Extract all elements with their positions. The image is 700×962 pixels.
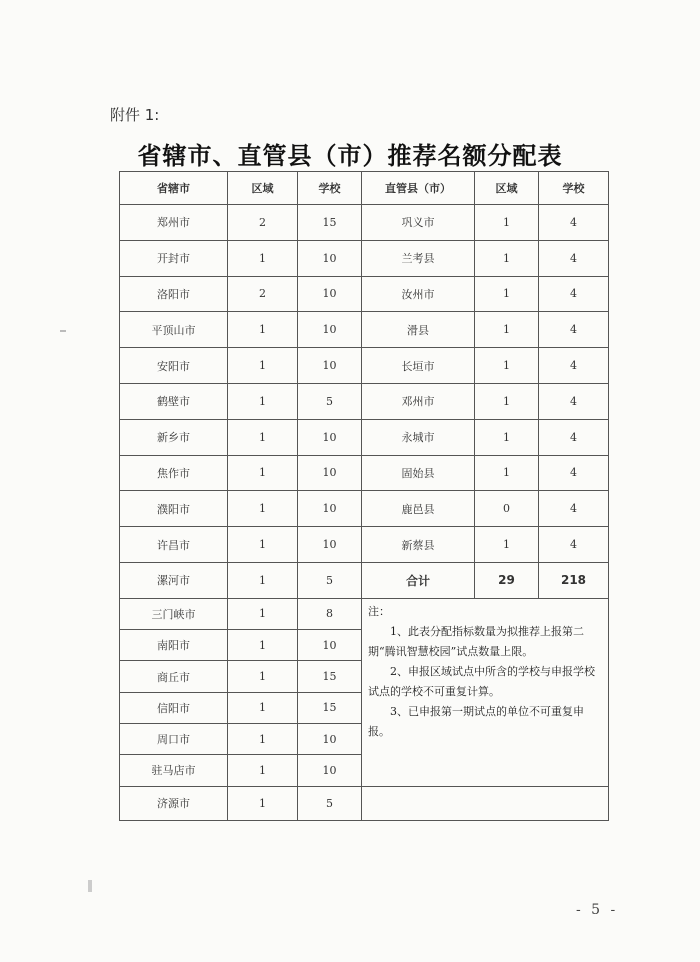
table-row xyxy=(120,312,609,348)
county-school: 4 xyxy=(539,527,609,563)
header-city: 省辖市 xyxy=(120,172,228,205)
city-region: 1 xyxy=(228,348,298,384)
city-region: 1 xyxy=(228,755,298,786)
header-school: 学校 xyxy=(298,172,362,205)
table-row xyxy=(120,562,609,598)
city-name: 洛阳市 xyxy=(120,276,228,312)
city-school: 15 xyxy=(298,692,362,723)
city-school: 15 xyxy=(298,205,362,241)
city-region: 2 xyxy=(228,205,298,241)
city-region: 1 xyxy=(228,455,298,491)
city-region: 1 xyxy=(228,240,298,276)
table-row xyxy=(120,348,609,384)
county-name: 长垣市 xyxy=(362,348,475,384)
county-school: 4 xyxy=(539,276,609,312)
city-school: 10 xyxy=(298,723,362,754)
city-school: 5 xyxy=(298,383,362,419)
notes-cell-end xyxy=(362,786,609,820)
city-name: 商丘市 xyxy=(120,661,228,692)
total-school: 218 xyxy=(539,562,609,598)
city-school: 10 xyxy=(298,348,362,384)
county-region: 1 xyxy=(475,383,539,419)
city-name: 焦作市 xyxy=(120,455,228,491)
table-header-row xyxy=(120,172,609,205)
city-name: 济源市 xyxy=(120,786,228,820)
table-row xyxy=(120,419,609,455)
page-title: 省辖市、直管县（市）推荐名额分配表 xyxy=(137,142,563,170)
city-name: 郑州市 xyxy=(120,205,228,241)
total-region: 29 xyxy=(475,562,539,598)
scan-mark xyxy=(60,330,66,332)
attachment-label: 附件 1: xyxy=(110,106,160,124)
city-school: 10 xyxy=(298,419,362,455)
county-school: 4 xyxy=(539,455,609,491)
county-school: 4 xyxy=(539,312,609,348)
county-school: 4 xyxy=(539,491,609,527)
city-name: 三门峡市 xyxy=(120,598,228,629)
city-region: 1 xyxy=(228,692,298,723)
city-school: 10 xyxy=(298,755,362,786)
city-region: 1 xyxy=(228,661,298,692)
city-region: 1 xyxy=(228,723,298,754)
county-region: 1 xyxy=(475,312,539,348)
total-label: 合计 xyxy=(362,562,475,598)
city-name: 开封市 xyxy=(120,240,228,276)
table-row xyxy=(120,276,609,312)
county-school: 4 xyxy=(539,348,609,384)
city-region: 1 xyxy=(228,562,298,598)
city-school: 10 xyxy=(298,240,362,276)
table-row xyxy=(120,786,609,820)
city-region: 1 xyxy=(228,312,298,348)
county-school: 4 xyxy=(539,383,609,419)
city-name: 驻马店市 xyxy=(120,755,228,786)
county-name: 固始县 xyxy=(362,455,475,491)
table-row xyxy=(120,491,609,527)
city-school: 10 xyxy=(298,630,362,661)
notes-heading: 注： xyxy=(368,604,390,618)
table-row xyxy=(120,205,609,241)
county-region: 1 xyxy=(475,240,539,276)
city-region: 1 xyxy=(228,491,298,527)
city-school: 5 xyxy=(298,562,362,598)
table-row xyxy=(120,598,609,629)
city-region: 1 xyxy=(228,527,298,563)
county-region: 1 xyxy=(475,276,539,312)
city-name: 平顶山市 xyxy=(120,312,228,348)
county-region: 0 xyxy=(475,491,539,527)
city-school: 10 xyxy=(298,491,362,527)
notes-cell xyxy=(362,598,609,786)
county-region: 1 xyxy=(475,527,539,563)
county-name: 巩义市 xyxy=(362,205,475,241)
city-name: 安阳市 xyxy=(120,348,228,384)
page-number: - 5 - xyxy=(576,902,619,918)
county-region: 1 xyxy=(475,205,539,241)
header-region: 区域 xyxy=(228,172,298,205)
county-name: 兰考县 xyxy=(362,240,475,276)
scan-mark xyxy=(88,880,92,892)
city-school: 10 xyxy=(298,312,362,348)
county-region: 1 xyxy=(475,419,539,455)
note-item-1: 1、此表分配指标数量为拟推荐上报第二期“腾讯智慧校园”试点数量上限。 xyxy=(368,624,584,658)
county-name: 鹿邑县 xyxy=(362,491,475,527)
county-name: 永城市 xyxy=(362,419,475,455)
table-row xyxy=(120,383,609,419)
header-school2: 学校 xyxy=(539,172,609,205)
county-name: 汝州市 xyxy=(362,276,475,312)
city-region: 2 xyxy=(228,276,298,312)
city-school: 10 xyxy=(298,276,362,312)
note-item-3: 3、已申报第一期试点的单位不可重复申报。 xyxy=(368,704,584,738)
county-school: 4 xyxy=(539,205,609,241)
city-name: 新乡市 xyxy=(120,419,228,455)
city-region: 1 xyxy=(228,630,298,661)
city-name: 信阳市 xyxy=(120,692,228,723)
city-school: 10 xyxy=(298,527,362,563)
county-school: 4 xyxy=(539,419,609,455)
county-name: 邓州市 xyxy=(362,383,475,419)
city-school: 5 xyxy=(298,786,362,820)
city-school: 15 xyxy=(298,661,362,692)
note-item-2: 2、申报区域试点中所含的学校与申报学校试点的学校不可重复计算。 xyxy=(368,664,595,698)
city-region: 1 xyxy=(228,786,298,820)
county-region: 1 xyxy=(475,455,539,491)
city-region: 1 xyxy=(228,598,298,629)
city-name: 鹤壁市 xyxy=(120,383,228,419)
city-school: 8 xyxy=(298,598,362,629)
allocation-table xyxy=(119,171,609,821)
table-row xyxy=(120,240,609,276)
table-row xyxy=(120,527,609,563)
county-school: 4 xyxy=(539,240,609,276)
table-row xyxy=(120,455,609,491)
city-school: 10 xyxy=(298,455,362,491)
city-name: 周口市 xyxy=(120,723,228,754)
city-region: 1 xyxy=(228,419,298,455)
county-name: 新蔡县 xyxy=(362,527,475,563)
city-name: 许昌市 xyxy=(120,527,228,563)
city-name: 漯河市 xyxy=(120,562,228,598)
city-name: 濮阳市 xyxy=(120,491,228,527)
header-region2: 区域 xyxy=(475,172,539,205)
header-county: 直管县（市） xyxy=(362,172,475,205)
city-region: 1 xyxy=(228,383,298,419)
county-region: 1 xyxy=(475,348,539,384)
city-name: 南阳市 xyxy=(120,630,228,661)
county-name: 滑县 xyxy=(362,312,475,348)
